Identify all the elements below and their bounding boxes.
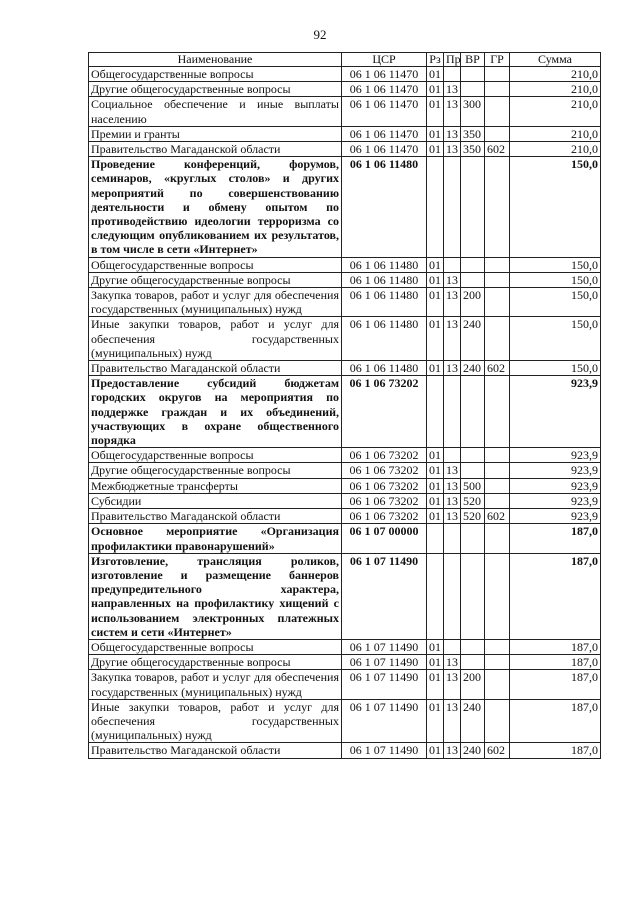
cell-rz: 01: [427, 699, 444, 743]
cell-csr: 06 1 06 11470: [342, 126, 427, 141]
cell-gr: [485, 553, 510, 639]
cell-csr: 06 1 07 11490: [342, 639, 427, 654]
cell-gr: [485, 82, 510, 97]
cell-csr: 06 1 06 73202: [342, 376, 427, 448]
cell-vr: 200: [461, 670, 485, 699]
cell-pr: 13: [444, 509, 461, 524]
cell-rz: 01: [427, 509, 444, 524]
cell-rz: 01: [427, 288, 444, 317]
cell-csr: 06 1 06 11470: [342, 82, 427, 97]
cell-pr: [444, 639, 461, 654]
table-row: [89, 272, 601, 287]
cell-rz: 01: [427, 478, 444, 493]
table-row: [89, 257, 601, 272]
cell-name: Правительство Магаданской области: [89, 142, 342, 157]
cell-csr: 06 1 06 11480: [342, 288, 427, 317]
cell-vr: 240: [461, 317, 485, 361]
cell-csr: 06 1 07 11490: [342, 743, 427, 758]
cell-name: Общегосударственные вопросы: [89, 67, 342, 82]
cell-sum: 187,0: [510, 699, 601, 743]
table-row: [89, 463, 601, 478]
table-row: [89, 670, 601, 699]
cell-sum: 923,9: [510, 478, 601, 493]
cell-pr: 13: [444, 317, 461, 361]
cell-sum: 187,0: [510, 655, 601, 670]
cell-name: Иные закупки товаров, работ и услуг для обеспечения государственных (муниципальных) нужд: [89, 317, 342, 361]
cell-vr: [461, 82, 485, 97]
table-row: [89, 493, 601, 508]
cell-sum: 187,0: [510, 639, 601, 654]
cell-pr: [444, 157, 461, 257]
cell-vr: 520: [461, 493, 485, 508]
cell-csr: 06 1 06 11480: [342, 272, 427, 287]
cell-sum: 210,0: [510, 142, 601, 157]
cell-name: Общегосударственные вопросы: [89, 448, 342, 463]
cell-rz: 01: [427, 463, 444, 478]
cell-csr: 06 1 06 73202: [342, 478, 427, 493]
cell-sum: 923,9: [510, 463, 601, 478]
cell-vr: 500: [461, 478, 485, 493]
cell-name: Другие общегосударственные вопросы: [89, 655, 342, 670]
cell-vr: [461, 553, 485, 639]
cell-sum: 210,0: [510, 82, 601, 97]
cell-rz: 01: [427, 67, 444, 82]
cell-pr: 13: [444, 97, 461, 126]
cell-vr: [461, 157, 485, 257]
cell-sum: 187,0: [510, 743, 601, 758]
cell-vr: [461, 463, 485, 478]
header-pr: Пр: [444, 53, 461, 67]
table-row: [89, 448, 601, 463]
cell-csr: 06 1 06 11470: [342, 97, 427, 126]
cell-name: Закупка товаров, работ и услуг для обеспечения государственных (муниципальных) нужд: [89, 288, 342, 317]
table-row: [89, 317, 601, 361]
budget-table: [88, 52, 601, 759]
cell-name: Другие общегосударственные вопросы: [89, 272, 342, 287]
table-row: [89, 97, 601, 126]
cell-gr: [485, 126, 510, 141]
cell-name: Правительство Магаданской области: [89, 361, 342, 376]
cell-rz: 01: [427, 126, 444, 141]
cell-pr: [444, 257, 461, 272]
cell-sum: 923,9: [510, 493, 601, 508]
cell-vr: 350: [461, 142, 485, 157]
cell-gr: [485, 317, 510, 361]
cell-sum: 150,0: [510, 257, 601, 272]
cell-rz: 01: [427, 272, 444, 287]
cell-csr: 06 1 06 73202: [342, 509, 427, 524]
table-row: [89, 157, 601, 257]
cell-rz: 01: [427, 639, 444, 654]
table-row: [89, 478, 601, 493]
cell-pr: 13: [444, 493, 461, 508]
table-row: [89, 361, 601, 376]
table-row: [89, 639, 601, 654]
cell-gr: [485, 639, 510, 654]
cell-sum: 210,0: [510, 126, 601, 141]
cell-gr: [485, 272, 510, 287]
cell-rz: [427, 524, 444, 553]
header-csr: ЦСР: [342, 53, 427, 67]
cell-name: Общегосударственные вопросы: [89, 257, 342, 272]
cell-pr: 13: [444, 361, 461, 376]
cell-gr: [485, 478, 510, 493]
cell-pr: [444, 67, 461, 82]
table-row: [89, 699, 601, 743]
cell-pr: 13: [444, 82, 461, 97]
cell-pr: [444, 376, 461, 448]
cell-gr: [485, 97, 510, 126]
cell-sum: 923,9: [510, 376, 601, 448]
cell-vr: [461, 257, 485, 272]
cell-csr: 06 1 06 73202: [342, 493, 427, 508]
table-row: [89, 553, 601, 639]
cell-rz: 01: [427, 361, 444, 376]
cell-gr: [485, 463, 510, 478]
cell-vr: 240: [461, 743, 485, 758]
cell-vr: 350: [461, 126, 485, 141]
table-row: [89, 142, 601, 157]
cell-vr: [461, 524, 485, 553]
cell-vr: 300: [461, 97, 485, 126]
cell-vr: [461, 448, 485, 463]
cell-gr: [485, 448, 510, 463]
cell-name: Премии и гранты: [89, 126, 342, 141]
cell-sum: 150,0: [510, 361, 601, 376]
cell-sum: 923,9: [510, 448, 601, 463]
cell-rz: 01: [427, 317, 444, 361]
cell-vr: [461, 639, 485, 654]
cell-sum: 150,0: [510, 317, 601, 361]
header-name: Наименование: [89, 53, 342, 67]
cell-csr: 06 1 06 73202: [342, 463, 427, 478]
cell-pr: [444, 524, 461, 553]
cell-name: Другие общегосударственные вопросы: [89, 463, 342, 478]
cell-sum: 150,0: [510, 272, 601, 287]
table-row: [89, 67, 601, 82]
cell-vr: 200: [461, 288, 485, 317]
cell-name: Правительство Магаданской области: [89, 509, 342, 524]
table-row: [89, 743, 601, 758]
cell-csr: 06 1 06 11480: [342, 361, 427, 376]
cell-name: Иные закупки товаров, работ и услуг для обеспечения государственных (муниципальных) нужд: [89, 699, 342, 743]
cell-rz: 01: [427, 670, 444, 699]
cell-gr: [485, 493, 510, 508]
cell-vr: 520: [461, 509, 485, 524]
cell-sum: 210,0: [510, 67, 601, 82]
cell-pr: 13: [444, 743, 461, 758]
table-row: [89, 288, 601, 317]
cell-rz: 01: [427, 655, 444, 670]
cell-gr: [485, 157, 510, 257]
cell-name: Закупка товаров, работ и услуг для обеспечения государственных (муниципальных) нужд: [89, 670, 342, 699]
cell-name: Основное мероприятие «Организация профилактики правонарушений»: [89, 524, 342, 553]
cell-vr: 240: [461, 361, 485, 376]
table-row: [89, 509, 601, 524]
cell-rz: 01: [427, 142, 444, 157]
cell-gr: [485, 670, 510, 699]
header-sum: Сумма: [510, 53, 601, 67]
cell-gr: [485, 655, 510, 670]
cell-vr: [461, 376, 485, 448]
cell-csr: 06 1 07 11490: [342, 670, 427, 699]
cell-sum: 187,0: [510, 553, 601, 639]
cell-csr: 06 1 07 11490: [342, 655, 427, 670]
cell-name: Изготовление, трансляция роликов, изготовление и размещение баннеров предупредительного характера, направленных на профилактику хищений с использованием электронных платежных систем и сети «Интернет»: [89, 553, 342, 639]
cell-rz: [427, 157, 444, 257]
page-number: 92: [313, 27, 327, 42]
cell-pr: 13: [444, 288, 461, 317]
cell-name: Общегосударственные вопросы: [89, 639, 342, 654]
cell-name: Проведение конференций, форумов, семинаров, «круглых столов» и других мероприятий по совершенствованию деятельности и обмену опытом по противодействию идеологии терроризма со следующим опубликованием их результатов, в том числе в сети «Интернет»: [89, 157, 342, 257]
cell-rz: [427, 553, 444, 639]
cell-csr: 06 1 07 11490: [342, 699, 427, 743]
cell-pr: 13: [444, 478, 461, 493]
table-body: [89, 67, 601, 759]
cell-gr: 602: [485, 743, 510, 758]
cell-csr: 06 1 06 11470: [342, 142, 427, 157]
table-row: [89, 655, 601, 670]
cell-pr: 13: [444, 126, 461, 141]
cell-gr: [485, 288, 510, 317]
table-row: [89, 376, 601, 448]
cell-pr: [444, 448, 461, 463]
cell-sum: 923,9: [510, 509, 601, 524]
cell-csr: 06 1 06 11470: [342, 67, 427, 82]
cell-rz: 01: [427, 97, 444, 126]
cell-pr: 13: [444, 699, 461, 743]
cell-csr: 06 1 06 11480: [342, 257, 427, 272]
cell-gr: [485, 67, 510, 82]
cell-sum: 187,0: [510, 670, 601, 699]
cell-rz: [427, 376, 444, 448]
cell-name: Правительство Магаданской области: [89, 743, 342, 758]
cell-vr: [461, 272, 485, 287]
cell-pr: 13: [444, 655, 461, 670]
header-vr: ВР: [461, 53, 485, 67]
cell-vr: [461, 67, 485, 82]
cell-gr: 602: [485, 142, 510, 157]
table-row: [89, 82, 601, 97]
cell-gr: 602: [485, 361, 510, 376]
table-row: [89, 126, 601, 141]
cell-gr: [485, 524, 510, 553]
cell-name: Другие общегосударственные вопросы: [89, 82, 342, 97]
cell-name: Межбюджетные трансферты: [89, 478, 342, 493]
cell-csr: 06 1 06 11480: [342, 317, 427, 361]
header-gr: ГР: [485, 53, 510, 67]
cell-gr: [485, 257, 510, 272]
cell-rz: 01: [427, 493, 444, 508]
cell-pr: 13: [444, 463, 461, 478]
cell-sum: 187,0: [510, 524, 601, 553]
cell-sum: 210,0: [510, 97, 601, 126]
cell-rz: 01: [427, 257, 444, 272]
cell-sum: 150,0: [510, 288, 601, 317]
table-header-row: [89, 53, 601, 67]
cell-csr: 06 1 07 00000: [342, 524, 427, 553]
cell-csr: 06 1 07 11490: [342, 553, 427, 639]
cell-csr: 06 1 06 73202: [342, 448, 427, 463]
cell-gr: 602: [485, 509, 510, 524]
cell-pr: [444, 553, 461, 639]
cell-rz: 01: [427, 82, 444, 97]
cell-name: Социальное обеспечение и иные выплаты населению: [89, 97, 342, 126]
cell-pr: 13: [444, 272, 461, 287]
cell-vr: [461, 655, 485, 670]
cell-csr: 06 1 06 11480: [342, 157, 427, 257]
cell-pr: 13: [444, 670, 461, 699]
cell-gr: [485, 699, 510, 743]
cell-rz: 01: [427, 743, 444, 758]
cell-rz: 01: [427, 448, 444, 463]
cell-pr: 13: [444, 142, 461, 157]
header-rz: Рз: [427, 53, 444, 67]
cell-name: Предоставление субсидий бюджетам городских округов на мероприятия по поддержке граждан и их объединений, участвующих в охране общественного порядка: [89, 376, 342, 448]
cell-vr: 240: [461, 699, 485, 743]
cell-gr: [485, 376, 510, 448]
table-row: [89, 524, 601, 553]
cell-name: Субсидии: [89, 493, 342, 508]
cell-sum: 150,0: [510, 157, 601, 257]
